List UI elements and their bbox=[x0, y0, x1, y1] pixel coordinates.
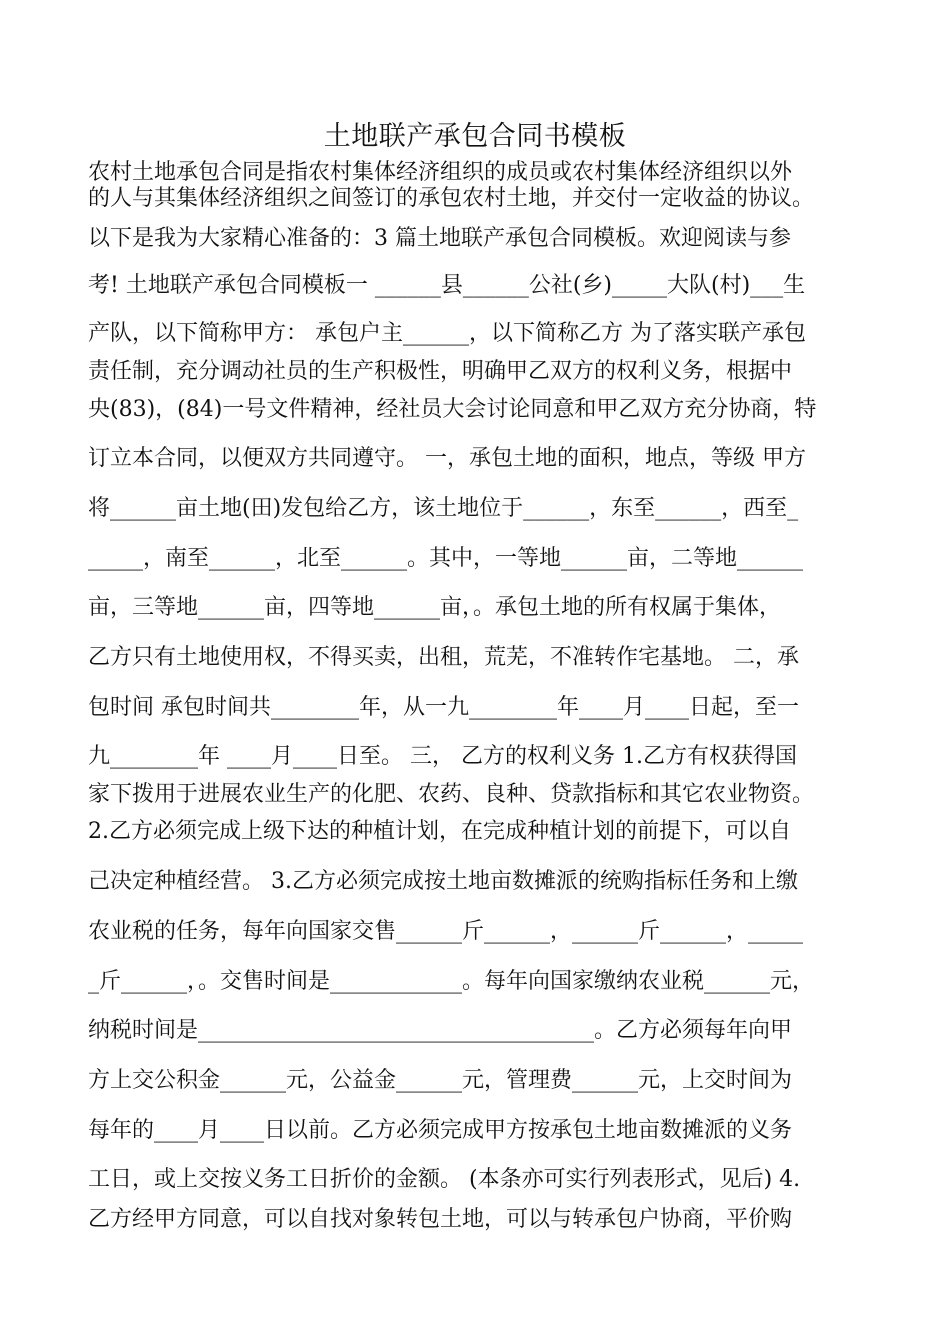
body-line-23: 工日，或上交按义务工日折价的金额。 (本条亦可实行列表形式，见后) 4. bbox=[88, 1167, 801, 1192]
body-line-13: 包时间 承包时间共________年，从一九________年____月____日起，至一 bbox=[88, 695, 799, 720]
body-line-24: 乙方经甲方同意，可以自找对象转包土地，可以与转承包户协商，平价购 bbox=[88, 1207, 793, 1232]
body-line-9: 将______亩土地(田)发包给乙方，该土地位于______，东至______，西至_ bbox=[88, 496, 799, 521]
body-line-16: 2.乙方必须完成上级下达的种植计划，在完成种植计划的前提下，可以自 bbox=[88, 819, 791, 844]
document-title: 土地联产承包合同书模板 bbox=[323, 121, 627, 152]
body-line-22: 每年的____月____日以前。乙方必须完成甲方按承包土地亩数摊派的义务 bbox=[88, 1118, 793, 1143]
body-line-20: 纳税时间是____________________________________。乙方必须每年向甲 bbox=[88, 1018, 793, 1043]
body-line-6: 责任制，充分调动社员的生产积极性，明确甲乙双方的权利义务，根据中 bbox=[88, 359, 793, 384]
body-line-2: 的人与其集体经济组织之间签订的承包农村土地，并交付一定收益的协议。 bbox=[88, 186, 815, 211]
body-line-18: 农业税的任务，每年向国家交售______斤______，______斤______，_____ bbox=[88, 919, 804, 944]
body-line-5: 产队，以下简称甲方： 承包户主______，以下简称乙方 为了落实联产承包 bbox=[88, 321, 806, 346]
body-line-17: 己决定种植经营。 3.乙方必须完成按土地亩数摊派的统购指标任务和上缴 bbox=[88, 869, 798, 894]
body-line-12: 乙方只有土地使用权，不得买卖，出租，荒芜，不准转作宅基地。 二，承 bbox=[88, 645, 799, 670]
body-line-10: _____，南至______，北至______。其中，一等地______亩，二等地______ bbox=[88, 546, 804, 571]
body-line-4: 考! 土地联产承包合同模板一 ______县______公社(乡)_____大队(村)___生 bbox=[88, 273, 806, 298]
body-line-14: 九________年 ____月____日至。 三， 乙方的权利义务 1.乙方有权获得国 bbox=[88, 744, 797, 769]
body-line-1: 农村土地承包合同是指农村集体经济组织的成员或农村集体经济组织以外 bbox=[88, 160, 793, 185]
body-line-7: 央(83)，(84)一号文件精神，经社员大会讨论同意和甲乙双方充分协商，特 bbox=[88, 397, 817, 422]
body-line-11: 亩，三等地______亩，四等地______亩，。承包土地的所有权属于集体， bbox=[88, 595, 782, 620]
body-line-3: 以下是我为大家精心准备的：3 篇土地联产承包合同模板。欢迎阅读与参 bbox=[88, 226, 791, 251]
body-line-8: 订立本合同，以便双方共同遵守。 一，承包土地的面积，地点，等级 甲方 bbox=[88, 446, 806, 471]
body-line-19: _斤______，。交售时间是____________。每年向国家缴纳农业税______元， bbox=[88, 969, 815, 994]
body-line-15: 家下拨用于进展农业生产的化肥、农药、良种、贷款指标和其它农业物资。 bbox=[88, 782, 815, 807]
body-line-21: 方上交公积金______元，公益金______元，管理费______元，上交时间为 bbox=[88, 1068, 793, 1093]
